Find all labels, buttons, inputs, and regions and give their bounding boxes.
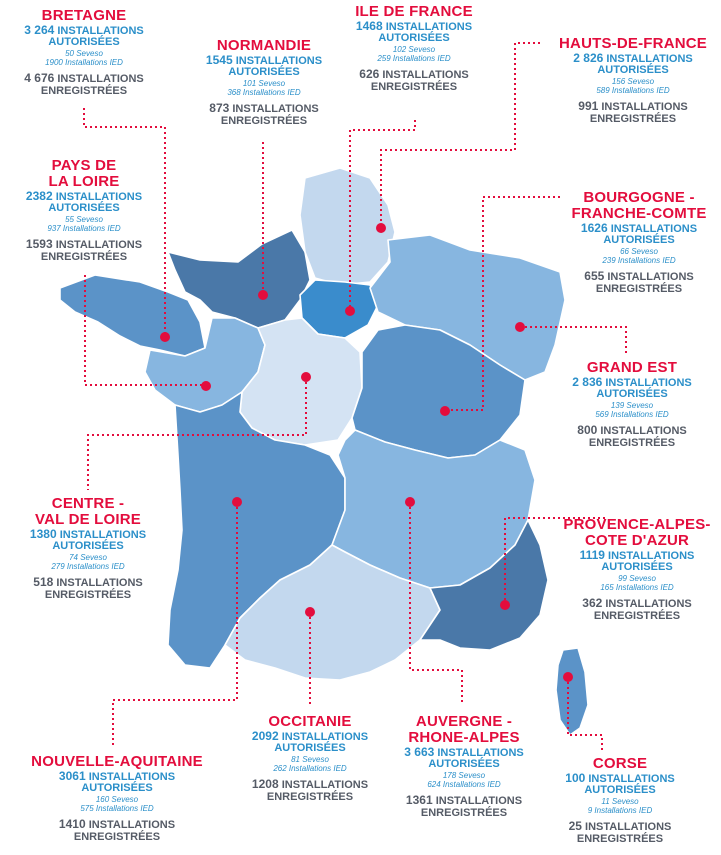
authorized-label: AUTORISÉES <box>48 202 120 215</box>
authorized-label: AUTORISÉES <box>274 742 346 755</box>
registered-count: 800 INSTALLATIONS <box>577 423 687 438</box>
authorized-count: 100 INSTALLATIONS <box>565 770 675 785</box>
region-label-ara <box>398 714 530 819</box>
authorized-count: 2092 INSTALLATIONS <box>251 728 369 743</box>
region-name: PAYS DE LA LOIRE <box>48 157 120 190</box>
marker-centre[interactable] <box>301 372 311 382</box>
marker-paca[interactable] <box>500 600 510 610</box>
authorized-count: 3061 INSTALLATIONS <box>58 768 176 783</box>
registered-count: 4 676 INSTALLATIONS <box>24 71 144 86</box>
registered-count: 873 INSTALLATIONS <box>209 101 319 116</box>
marker-bretagne[interactable] <box>160 332 170 342</box>
region-label-bretagne <box>18 8 150 97</box>
seveso-count: 178 Seveso <box>442 770 486 780</box>
seveso-count: 101 Seveso <box>242 78 286 88</box>
region-name: BOURGOGNE - FRANCHE-COMTE <box>571 189 707 222</box>
seveso-count: 156 Seveso <box>611 76 655 86</box>
authorized-label: AUTORISÉES <box>601 561 673 574</box>
marker-idf[interactable] <box>345 306 355 316</box>
region-label-hauts <box>548 36 718 125</box>
registered-label: ENREGISTRÉES <box>593 609 681 622</box>
registered-count: 626 INSTALLATIONS <box>359 67 469 82</box>
region-name: AUVERGNE - RHONE-ALPES <box>408 713 520 746</box>
region-label-na <box>12 754 222 843</box>
seveso-count: 74 Seveso <box>69 552 107 562</box>
registered-label: ENREGISTRÉES <box>220 114 308 127</box>
region-label-corse <box>554 756 686 845</box>
ied-count: 589 Installations IED <box>596 86 670 96</box>
seveso-count: 160 Seveso <box>95 794 139 804</box>
registered-count: 25 INSTALLATIONS <box>568 819 672 834</box>
registered-label: ENREGISTRÉES <box>588 436 676 449</box>
registered-count: 362 INSTALLATIONS <box>582 595 692 610</box>
registered-label: ENREGISTRÉES <box>370 80 458 93</box>
region-name: OCCITANIE <box>268 713 352 730</box>
registered-count: 1208 INSTALLATIONS <box>251 777 369 792</box>
authorized-label: AUTORISÉES <box>584 784 656 797</box>
region-label-normandie <box>198 38 330 127</box>
ied-count: 259 Installations IED <box>377 54 451 64</box>
ied-count: 9 Installations IED <box>587 806 653 816</box>
authorized-count: 3 663 INSTALLATIONS <box>404 744 524 759</box>
registered-count: 1410 INSTALLATIONS <box>58 817 176 832</box>
marker-grandest[interactable] <box>515 322 525 332</box>
authorized-label: AUTORISÉES <box>378 32 450 45</box>
registered-count: 518 INSTALLATIONS <box>33 574 143 589</box>
authorized-count: 1468 INSTALLATIONS <box>355 18 473 33</box>
region-label-pdl <box>18 158 150 263</box>
marker-ara[interactable] <box>405 497 415 507</box>
seveso-count: 66 Seveso <box>620 246 658 256</box>
registered-count: 1361 INSTALLATIONS <box>405 792 523 807</box>
authorized-label: AUTORISÉES <box>428 758 500 771</box>
seveso-count: 55 Seveso <box>65 214 103 224</box>
registered-label: ENREGISTRÉES <box>40 84 128 97</box>
ied-count: 575 Installations IED <box>80 804 154 814</box>
marker-hauts[interactable] <box>376 223 386 233</box>
authorized-count: 1626 INSTALLATIONS <box>580 220 698 235</box>
ied-count: 165 Installations IED <box>600 582 674 592</box>
region-name: GRAND EST <box>586 359 678 376</box>
registered-label: ENREGISTRÉES <box>44 588 132 601</box>
marker-normandie[interactable] <box>258 290 268 300</box>
seveso-count: 102 Seveso <box>392 44 436 54</box>
registered-count: 991 INSTALLATIONS <box>578 99 688 114</box>
ied-count: 1900 Installations IED <box>45 58 123 68</box>
marker-corse[interactable] <box>563 672 573 682</box>
registered-label: ENREGISTRÉES <box>589 112 677 125</box>
ied-count: 569 Installations IED <box>595 410 669 420</box>
registered-label: ENREGISTRÉES <box>266 790 354 803</box>
authorized-count: 1380 INSTALLATIONS <box>29 526 147 541</box>
region-name: HAUTS-DE-FRANCE <box>559 35 707 52</box>
authorized-count: 2382 INSTALLATIONS <box>25 188 143 203</box>
authorized-label: AUTORISÉES <box>48 36 120 49</box>
registered-label: ENREGISTRÉES <box>595 282 683 295</box>
region-label-occitanie <box>244 714 376 803</box>
marker-bfc[interactable] <box>440 406 450 416</box>
region-name: BRETAGNE <box>41 7 127 24</box>
registered-label: ENREGISTRÉES <box>576 832 664 845</box>
seveso-count: 81 Seveso <box>291 754 329 764</box>
authorized-label: AUTORISÉES <box>596 388 668 401</box>
region-label-bfc <box>560 190 718 295</box>
ied-count: 239 Installations IED <box>602 255 676 265</box>
authorized-count: 3 264 INSTALLATIONS <box>24 22 144 37</box>
region-label-centre <box>22 496 154 601</box>
authorized-label: AUTORISÉES <box>603 234 675 247</box>
region-label-idf <box>348 4 480 93</box>
authorized-label: AUTORISÉES <box>597 64 669 77</box>
region-name: CORSE <box>592 755 648 772</box>
registered-label: ENREGISTRÉES <box>420 806 508 819</box>
region-name: CENTRE - VAL DE LOIRE <box>34 495 142 528</box>
marker-occitanie[interactable] <box>305 607 315 617</box>
seveso-count: 139 Seveso <box>610 400 654 410</box>
ied-count: 937 Installations IED <box>47 223 121 233</box>
authorized-label: AUTORISÉES <box>81 782 153 795</box>
authorized-count: 1119 INSTALLATIONS <box>579 547 695 562</box>
seveso-count: 50 Seveso <box>65 48 103 58</box>
authorized-label: AUTORISÉES <box>228 66 300 79</box>
seveso-count: 99 Seveso <box>618 573 656 583</box>
authorized-count: 1545 INSTALLATIONS <box>205 52 323 67</box>
registered-count: 1593 INSTALLATIONS <box>25 236 143 251</box>
registered-label: ENREGISTRÉES <box>73 830 161 843</box>
marker-na[interactable] <box>232 497 242 507</box>
region-label-paca <box>556 517 718 622</box>
seveso-count: 11 Seveso <box>601 796 639 806</box>
authorized-label: AUTORISÉES <box>52 540 124 553</box>
registered-count: 655 INSTALLATIONS <box>584 268 694 283</box>
region-name: PROVENCE-ALPES- COTE D'AZUR <box>563 516 711 549</box>
region-name: NOUVELLE-AQUITAINE <box>31 753 203 770</box>
region-shape-corse <box>556 648 588 735</box>
ied-count: 262 Installations IED <box>273 764 347 774</box>
region-name: NORMANDIE <box>216 37 312 54</box>
ied-count: 624 Installations IED <box>427 779 501 789</box>
region-name: ILE DE FRANCE <box>355 3 473 20</box>
registered-label: ENREGISTRÉES <box>40 250 128 263</box>
ied-count: 279 Installations IED <box>51 561 125 571</box>
ied-count: 368 Installations IED <box>227 88 301 98</box>
marker-pdl[interactable] <box>201 381 211 391</box>
region-label-grandest <box>566 360 698 449</box>
authorized-count: 2 836 INSTALLATIONS <box>572 374 692 389</box>
authorized-count: 2 826 INSTALLATIONS <box>573 50 693 65</box>
